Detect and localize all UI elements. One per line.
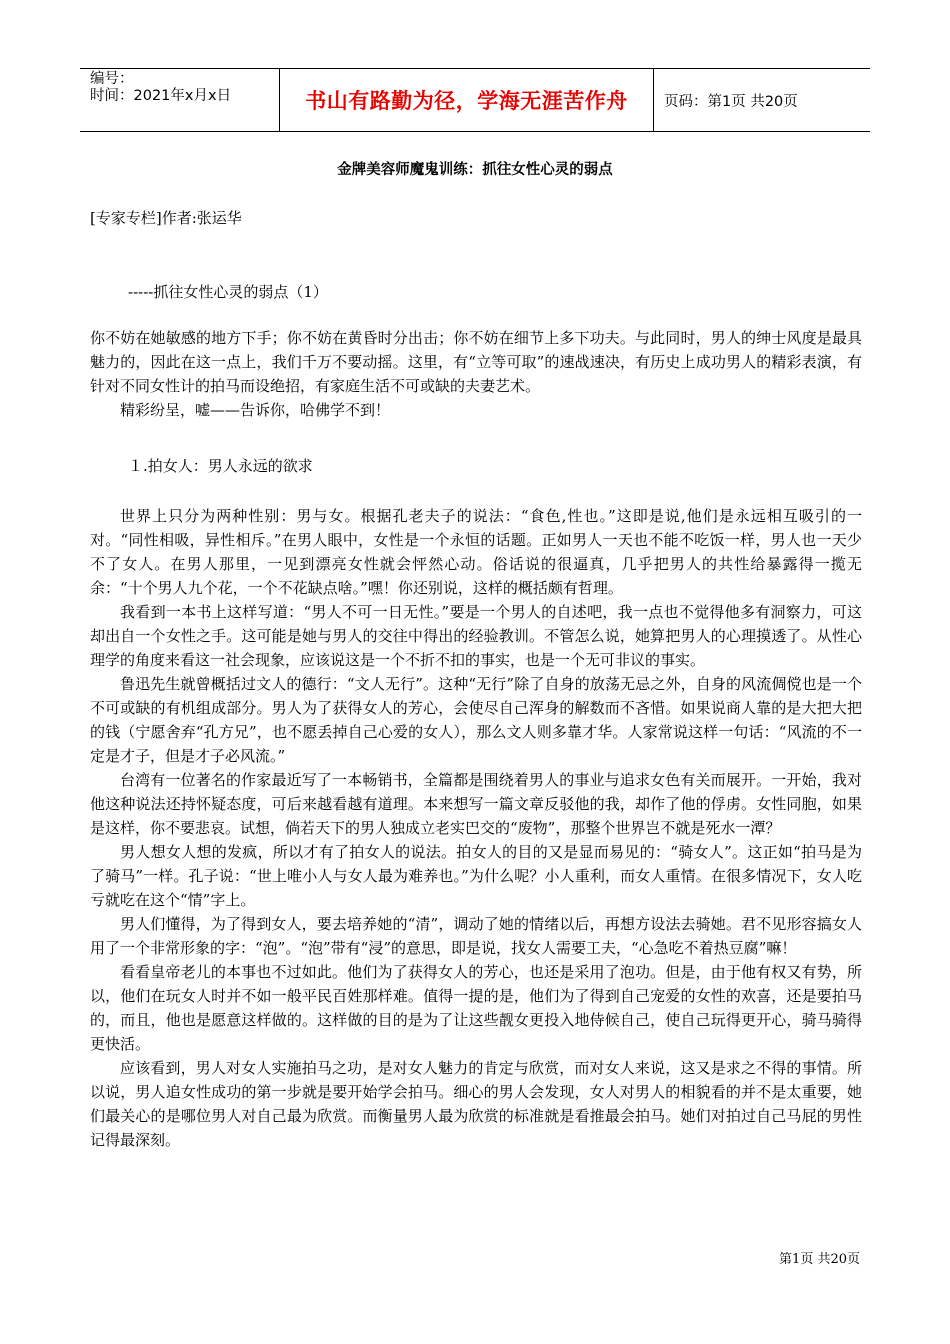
subheading: １.拍女人：男人永远的欲求 [128,457,313,475]
intro-tagline: 精彩纷呈，嘘——告诉你，哈佛学不到！ [120,401,391,419]
body-paragraph: 世界上只分为两种性别：男与女。根据孔老夫子的说法：“食色,性也。”这即是说,他们是永远相互吸引的一对。“同性相吸，异性相斥。”在男人眼中，女性是一个永恒的话题。正如男人一天也不能不吃饭一样，男人也一天少不了女人。在男人那里，一见到漂亮女性就会怦然心动。俗话说的很逼真，几乎把男人的共性给暴露得一揽无余：“十个男人九个花，一个不花缺点啥。”嘿！你还别说，这样的概括颇有哲理。 [90,507,862,597]
article-title: 金牌美容师魔鬼训练：抓往女性心灵的弱点 [337,162,613,178]
article-byline: [专家专栏]作者:张运华 [90,209,242,227]
document-number-label: 编号： [90,71,134,87]
header-table [80,68,870,132]
intro-block [90,326,862,422]
document-time-label: 时间：2021年x月x日 [90,88,232,104]
section-heading: -----抓往女性心灵的弱点（1） [128,283,328,301]
body-paragraph: 我看到一本书上这样写道：“男人不可一日无性。”要是一个男人的自述吧，我一点也不觉得他多有洞察力，可这却出自一个女性之手。这可能是她与男人的交往中得出的经验教训。不管怎么说，她算把男人的心理摸透了。从性心理学的角度来看这一社会现象，应该说这是一个不折不扣的事实，也是一个无可非议的事实。 [90,603,862,669]
intro-paragraph: 你不妨在她敏感的地方下手；你不妨在黄昏时分出击；你不妨在细节上多下功夫。与此同时，男人的绅士风度是最具魅力的，因此在这一点上，我们千万不要动摇。这里，有“立等可取”的速战速决，有历史上成功男人的精彩表演，有针对不同女性计的拍马而设绝招，有家庭生活不可或缺的夫妻艺术。 [90,329,862,395]
header-page-label: 页码：第1页 共20页 [664,93,798,110]
header-motto: 书山有路勤为径，学海无涯苦作舟 [280,69,654,131]
body-paragraph: 看看皇帝老儿的本事也不过如此。他们为了获得女人的芳心，也还是采用了泡功。但是，由于他有权又有势，所以，他们在玩女人时并不如一般平民百姓那样难。值得一提的是，他们为了得到自己宠爱的女性的欢喜，还是要拍马的，而且，他也是愿意这样做的。这样做的目的是为了让这些靓女更投入地侍候自己，使自己玩得更开心，骑马骑得更快活。 [90,963,862,1053]
article-body [90,504,862,1152]
body-paragraph: 男人们懂得，为了得到女人，要去培养她的“清”，调动了她的情绪以后，再想方设法去骑她。君不见形容搞女人用了一个非常形象的字：“泡”。“泡”带有“浸”的意思，即是说，找女人需要工夫，“心急吃不着热豆腐”嘛！ [90,915,862,957]
body-paragraph: 台湾有一位著名的作家最近写了一本畅销书，全篇都是围绕着男人的事业与追求女色有关而展开。一开始，我对他这种说法还持怀疑态度，可后来越看越有道理。本来想写一篇文章反驳他的我，却作了他的俘虏。女性同胞，如果是这样，你不要悲哀。试想，倘若天下的男人独成立老实巴交的“废物”，那整个世界岂不就是死水一潭？ [90,771,862,837]
body-paragraph: 男人想女人想的发疯，所以才有了拍女人的说法。拍女人的目的又是显而易见的：“骑女人”。这正如“拍马是为了骑马”一样。孔子说：“世上唯小人与女人最为难养也。”为什么呢？小人重利，而女人重情。在很多情况下，女人吃亏就吃在这个“情”字上。 [90,843,862,909]
footer-page-number: 第1页 共20页 [779,1252,860,1267]
body-paragraph: 鲁迅先生就曾概括过文人的德行：“文人无行”。这种“无行”除了自身的放荡无忌之外，自身的风流倜傥也是一个不可或缺的有机组成部分。男人为了获得女人的芳心，会使尽自己浑身的解数而不吝惜。如果说商人靠的是大把大把的钱（宁愿舍弃“孔方兄”，也不愿丢掉自己心爱的女人），那么文人则多靠才华。人家常说这样一句话：“风流的不一定是才子，但是才子必风流。” [90,675,862,765]
header-meta-cell [80,69,280,131]
body-paragraph: 应该看到，男人对女人实施拍马之功，是对女人魅力的肯定与欣赏，而对女人来说，这又是求之不得的事情。所以说，男人追女性成功的第一步就是要开始学会拍马。细心的男人会发现，女人对男人的相貌看的并不是太重要，她们最关心的是哪位男人对自己最为欣赏。而衡量男人最为欣赏的标准就是看推最会拍马。她们对拍过自己马屁的男性记得最深刻。 [90,1059,862,1149]
